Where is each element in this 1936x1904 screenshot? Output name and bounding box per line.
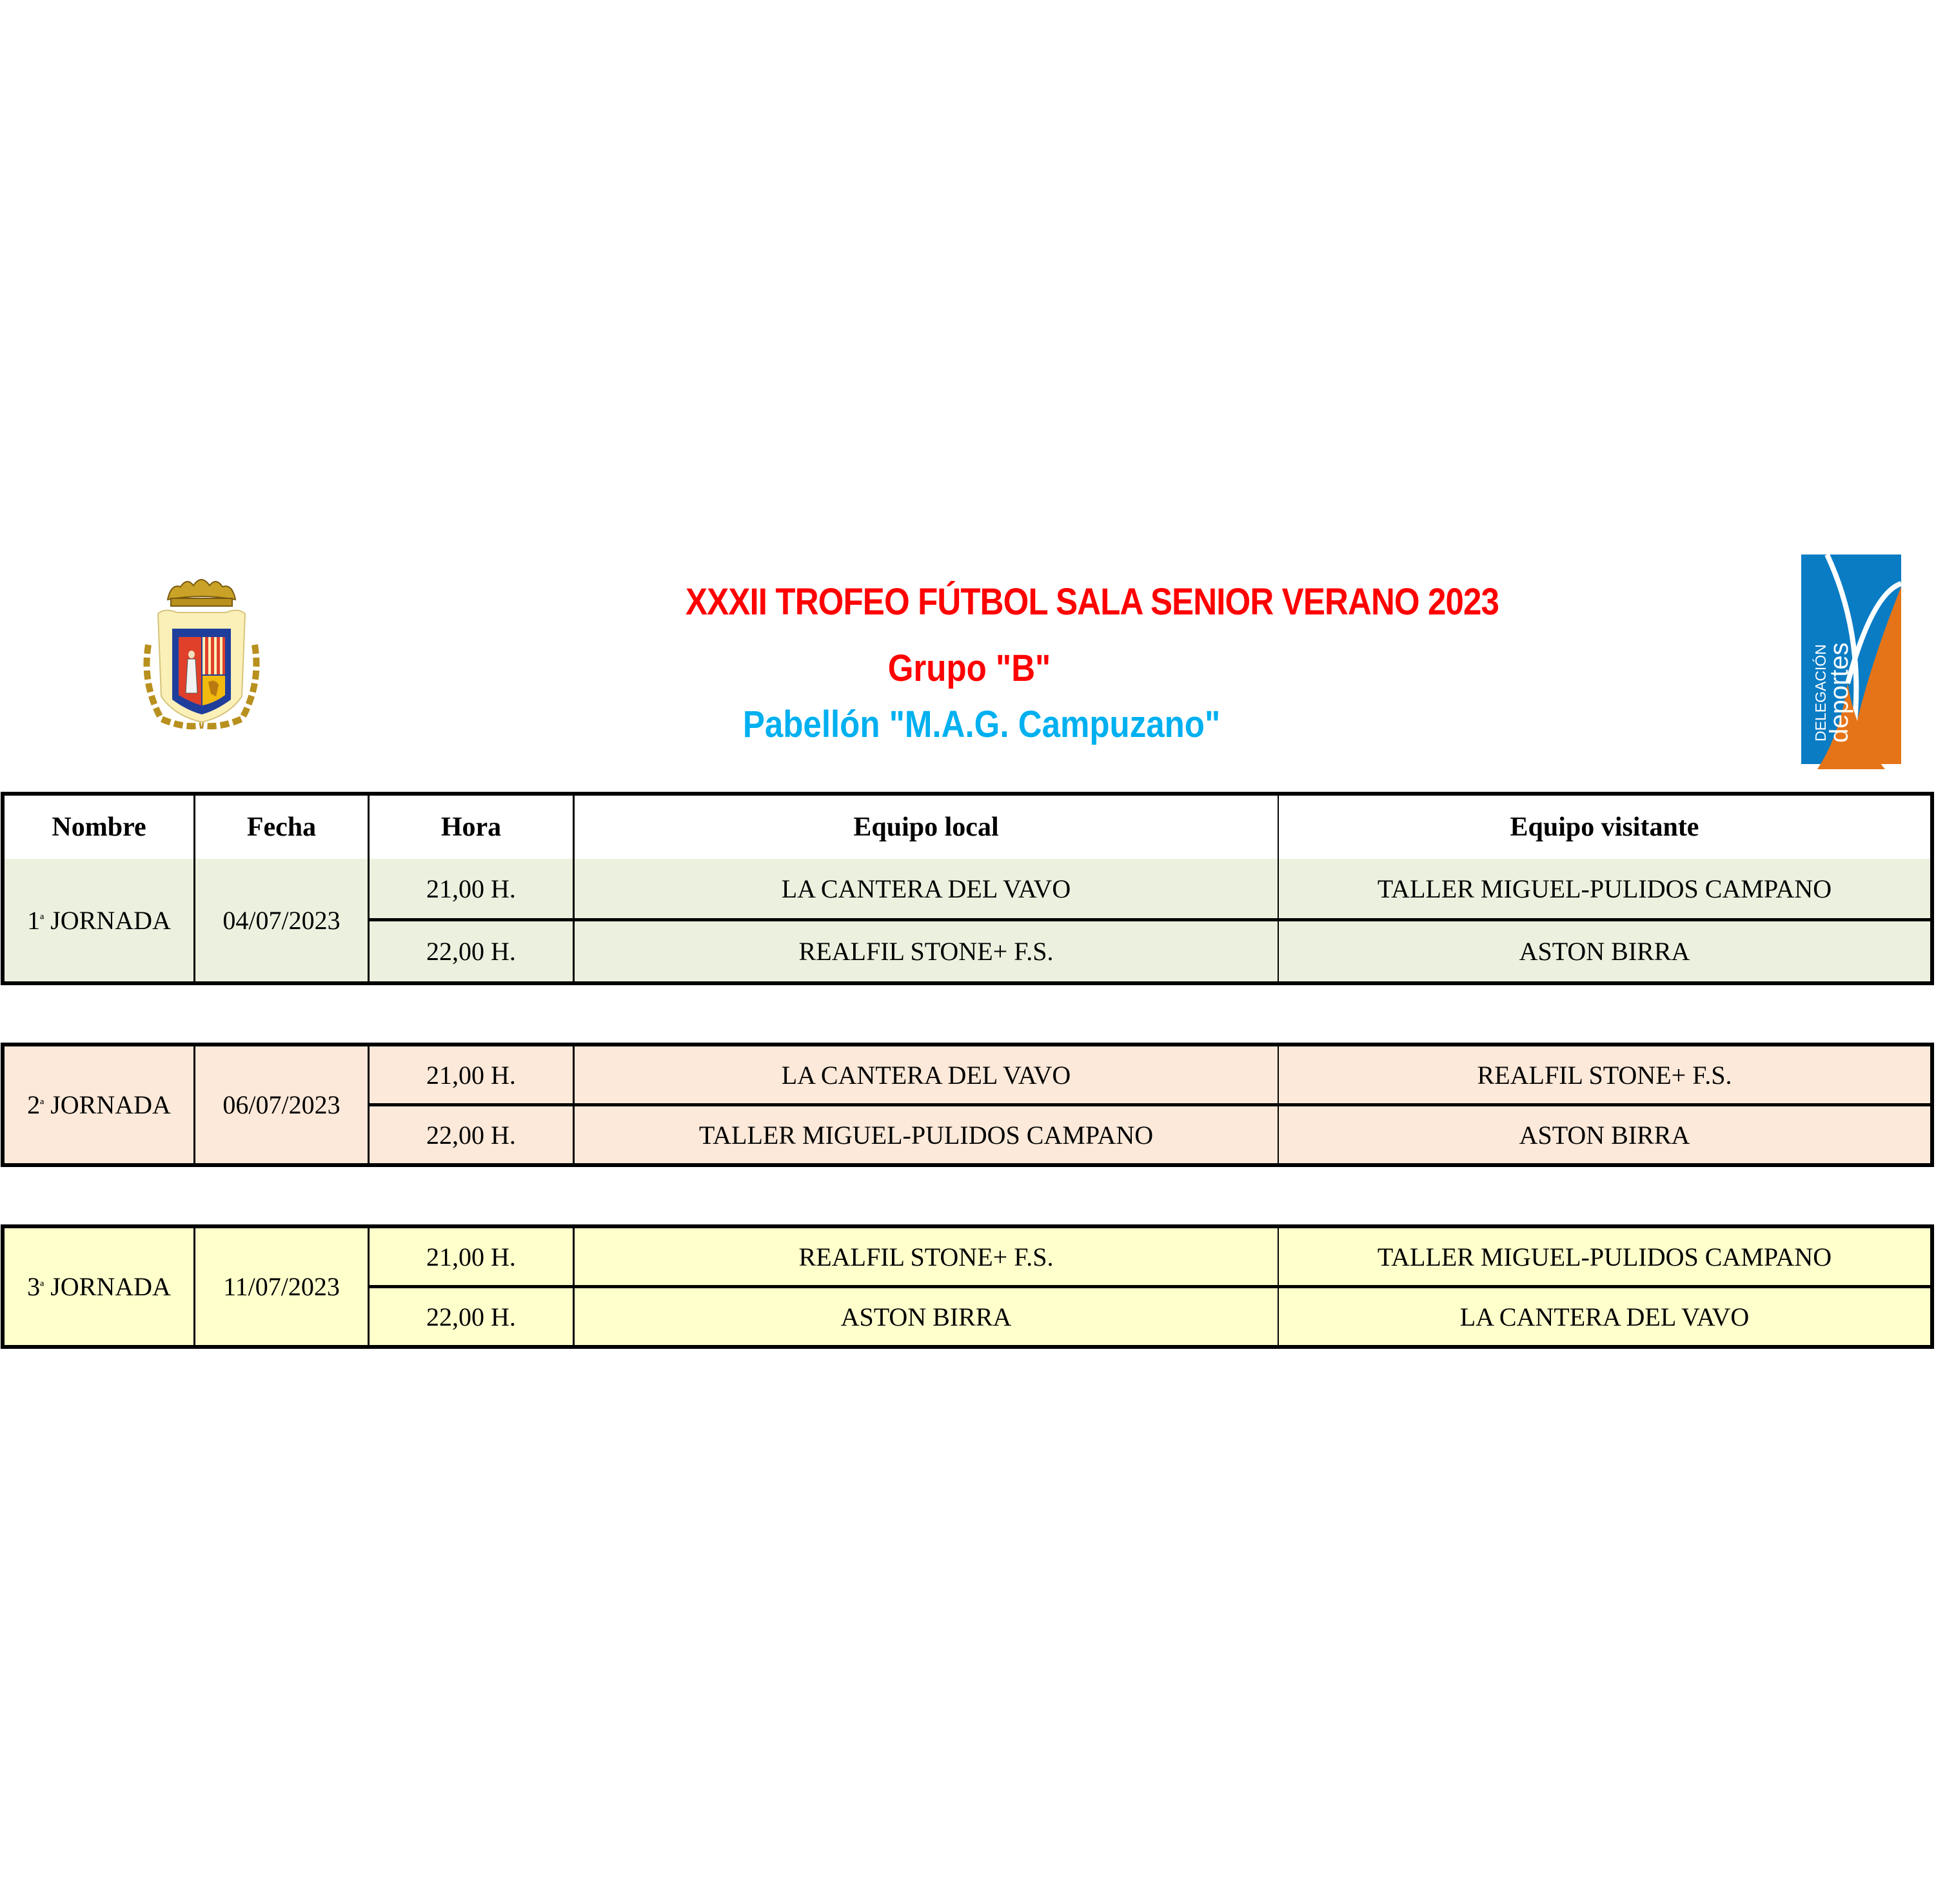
- column-header-equipo-visitante: Equipo visitante: [1510, 812, 1699, 842]
- match-away-team: TALLER MIGUEL-PULIDOS CAMPANO: [1377, 1242, 1832, 1271]
- match-away-team: TALLER MIGUEL-PULIDOS CAMPANO: [1377, 874, 1832, 903]
- table-header: [1, 792, 1934, 863]
- match-home-team: LA CANTERA DEL VAVO: [781, 874, 1071, 903]
- coat-of-arms-logo: [132, 567, 271, 735]
- jornada-label: JORNADA: [50, 1090, 171, 1119]
- match-time: 22,00 H.: [426, 1120, 516, 1150]
- jornada-block-2: [1, 1043, 1934, 1167]
- delegacion-deportes-logo: [1801, 555, 1901, 769]
- jornada-ordinal: ª: [40, 1096, 44, 1113]
- jornada-block-1: [1, 859, 1934, 985]
- match-home-team: LA CANTERA DEL VAVO: [781, 1060, 1071, 1090]
- match-away-team: ASTON BIRRA: [1519, 1120, 1690, 1150]
- jornada-ordinal: ª: [40, 1278, 44, 1295]
- group-title: Grupo "B": [887, 647, 1051, 689]
- jornada-ordinal: ª: [40, 912, 44, 928]
- logo-text-delegacion: DELEGACIÓN: [1812, 644, 1829, 741]
- tournament-title: XXXII TROFEO FÚTBOL SALA SENIOR VERANO 2023: [686, 581, 1499, 623]
- coat-of-arms-icon: [132, 567, 271, 735]
- match-away-team: ASTON BIRRA: [1519, 937, 1690, 966]
- delegacion-deportes-icon: [1801, 555, 1901, 769]
- venue-title: Pabellón "M.A.G. Campuzano": [742, 703, 1221, 745]
- jornada-block-3: [1, 1224, 1934, 1349]
- column-header-hora: Hora: [440, 812, 502, 842]
- jornada-label: JORNADA: [50, 905, 171, 935]
- match-time: 21,00 H.: [426, 1242, 516, 1271]
- match-home-team: REALFIL STONE+ F.S.: [798, 1242, 1054, 1271]
- match-home-team: TALLER MIGUEL-PULIDOS CAMPANO: [698, 1120, 1154, 1150]
- jornada-number: 3: [27, 1272, 41, 1301]
- jornada-number: 2: [27, 1090, 41, 1119]
- match-time: 21,00 H.: [426, 874, 516, 903]
- match-time: 21,00 H.: [426, 1060, 516, 1090]
- jornada-name: [5, 859, 193, 981]
- match-time: 22,00 H.: [426, 1302, 516, 1331]
- jornada-name: [5, 1228, 193, 1345]
- match-time: 22,00 H.: [426, 937, 516, 966]
- jornada-label: JORNADA: [50, 1272, 171, 1301]
- column-header-equipo-local: Equipo local: [853, 812, 999, 842]
- logo-text-deportes: deportes: [1825, 642, 1853, 743]
- match-away-team: REALFIL STONE+ F.S.: [1477, 1060, 1732, 1090]
- column-header-fecha: Fecha: [246, 812, 317, 842]
- jornada-date: 04/07/2023: [222, 905, 341, 935]
- jornada-number: 1: [27, 905, 41, 935]
- match-home-team: REALFIL STONE+ F.S.: [798, 937, 1054, 966]
- jornada-date: 06/07/2023: [222, 1090, 341, 1119]
- match-away-team: LA CANTERA DEL VAVO: [1459, 1302, 1750, 1331]
- jornada-date: 11/07/2023: [223, 1272, 340, 1301]
- jornada-name: [5, 1046, 193, 1163]
- match-home-team: ASTON BIRRA: [840, 1302, 1012, 1331]
- column-header-nombre: Nombre: [52, 812, 146, 842]
